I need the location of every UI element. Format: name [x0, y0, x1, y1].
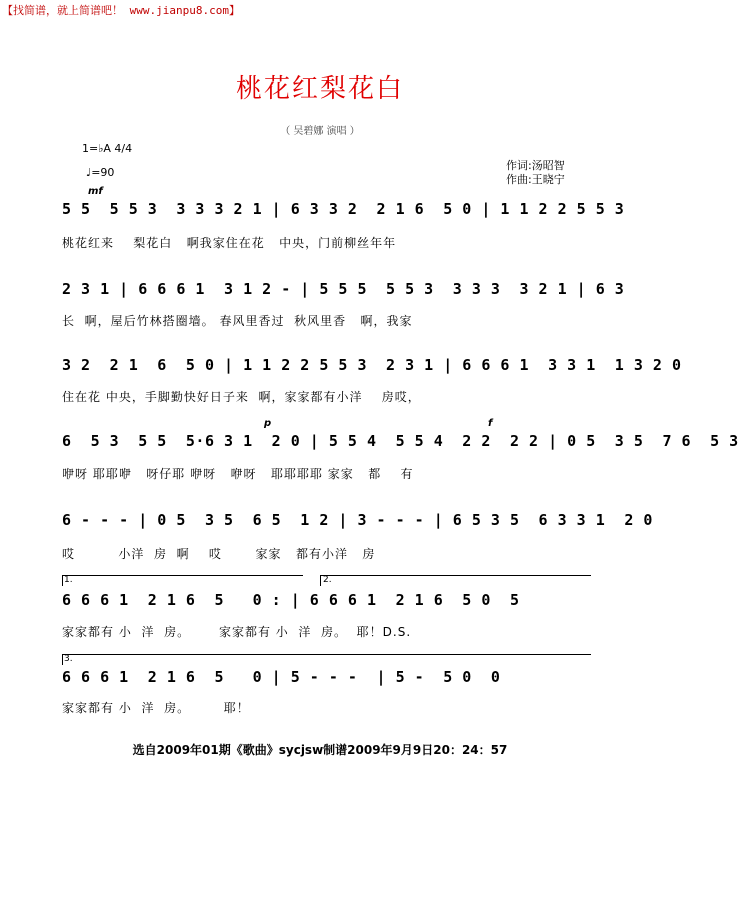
- composer-credit: 作曲:王晓宁: [506, 173, 565, 186]
- score-row-4-lyrics: 咿呀 耶耶咿 呀仔耶 咿呀 咿呀 耶耶耶耶 家家 都 有: [62, 467, 414, 481]
- score-row-6-lyrics: 家家都有 小 洋 房。 家家都有 小 洋 房。 耶！D.S.: [62, 625, 412, 639]
- volta-bracket-2: [320, 575, 591, 586]
- volta-bracket-1: [62, 575, 303, 586]
- volta-label-3: 3.: [64, 654, 73, 664]
- score-row-6-notes: 6 6 6 1 2 1 6 5 0 : | 6 6 6 1 2 1 6 5 0 5: [62, 591, 520, 609]
- score-row-7-lyrics: 家家都有 小 洋 房。 耶！: [62, 701, 250, 715]
- watermark: 【找简谱，就上简谱吧！ www.jianpu8.com】: [2, 4, 240, 17]
- dynamic-mf: mf: [88, 186, 103, 197]
- score-row-2-lyrics: 长 啊，屋后竹林搭圈墙。 春风里香过 秋风里香 啊，我家: [62, 314, 413, 328]
- singer-credit: （ 吴碧娜 演唱 ）: [280, 126, 360, 137]
- volta-bracket-3: [62, 654, 591, 665]
- volta-label-2: 2.: [323, 575, 332, 585]
- score-row-5-lyrics: 哎 小洋 房 啊 哎 家家 都有小洋 房: [62, 547, 376, 561]
- dynamic-p: p: [264, 418, 272, 429]
- dynamic-f: f: [488, 418, 493, 429]
- source-footer: 选自2009年01期《歌曲》sycjsw制谱2009年9月9日20：24：57: [132, 743, 508, 757]
- score-row-1-lyrics: 桃花红来 梨花白 啊我家住在花 中央，门前柳丝年年: [62, 236, 397, 250]
- score-row-5-notes: 6 - - - | 0 5 3 5 6 5 1 2 | 3 - - - | 6 5 3 5 6 3 3 1 2 0: [62, 511, 653, 529]
- score-row-2-notes: 2 3 1 | 6 6 6 1 3 1 2 - | 5 5 5 5 5 3 3 3 3 3 2 1 | 6 3: [62, 280, 625, 298]
- score-row-3-notes: 3 2 2 1 6 5 0 | 1 1 2 2 5 5 3 2 3 1 | 6 6 6 1 3 3 1 1 3 2 0: [62, 356, 682, 374]
- key-signature: 1=♭A 4/4: [82, 142, 133, 155]
- score-row-4-notes: 6 5 3 5 5 5·6 3 1 2 0 | 5 5 4 5 5 4 2 2 2 2 | 0 5 3 5 7 6 5 3: [62, 432, 739, 450]
- score-row-7-notes: 6 6 6 1 2 1 6 5 0 | 5 - - - | 5 - 5 0 0: [62, 668, 501, 686]
- tempo-marking: ♩=90: [86, 166, 115, 179]
- volta-label-1: 1.: [64, 575, 73, 585]
- score-row-1-notes: 5 5 5 5 3 3 3 3 2 1 | 6 3 3 2 2 1 6 5 0 | 1 1 2 2 5 5 3: [62, 200, 625, 218]
- score-row-3-lyrics: 住在花 中央，手脚勤快好日子来 啊，家家都有小洋 房哎，: [62, 390, 421, 404]
- lyricist-credit: 作词:汤昭智: [506, 159, 565, 172]
- page-title: 桃花红梨花白: [235, 74, 404, 104]
